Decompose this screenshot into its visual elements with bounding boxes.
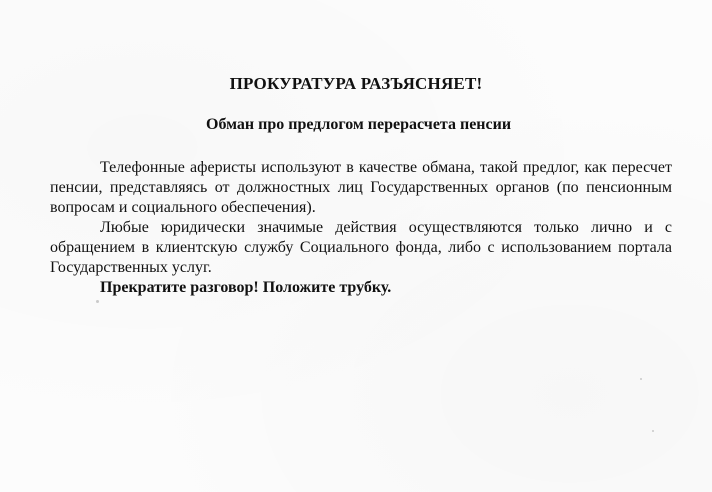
- paragraph-fraud-description: Телефонные аферисты используют в качестве обмана, такой предлог, как пересчет пенсии, представляясь от должностных лиц Государственных органов (по пенсионным вопросам и социального обеспечения).: [50, 159, 672, 216]
- document-subheading: Обман про предлогом перерасчета пенсии: [206, 116, 512, 133]
- scan-speck: [96, 300, 99, 303]
- document-body: [50, 158, 672, 298]
- scan-speck: [652, 430, 654, 432]
- closing-warning: Прекратите разговор! Положите трубку.: [100, 279, 392, 296]
- scan-speck: [640, 378, 642, 380]
- document-heading: ПРОКУРАТУРА РАЗЪЯСНЯЕТ!: [229, 74, 483, 93]
- paragraph-legal-actions: Любые юридически значимые действия осуществляются только лично и с обращением в клиентскую службу Социального фонда, либо с использованием портала Государственных услуг.: [50, 219, 672, 276]
